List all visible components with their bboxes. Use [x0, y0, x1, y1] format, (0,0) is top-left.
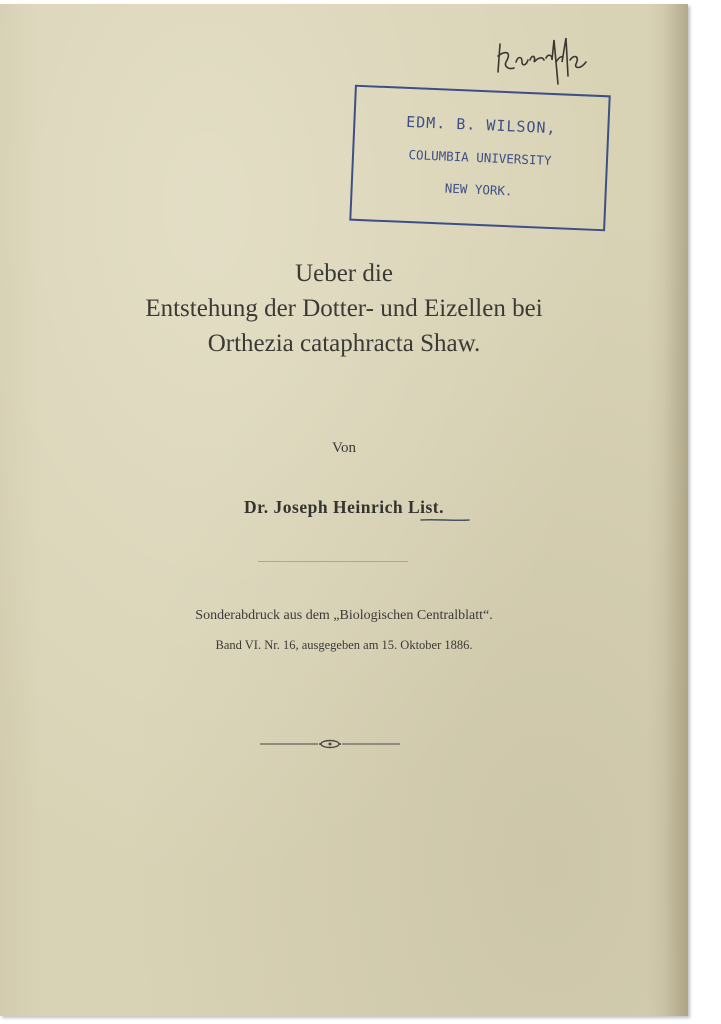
- issue-note: Band VI. Nr. 16, ausgegeben am 15. Oktober 1886.: [215, 638, 473, 652]
- stamp-institution: COLUMBIA UNIVERSITY: [408, 147, 552, 168]
- library-stamp: [349, 85, 610, 232]
- pencil-underline: [420, 518, 470, 522]
- author-name: Dr. Joseph Heinrich List.: [244, 497, 444, 517]
- byline: Von: [332, 440, 356, 456]
- title-line-1: Ueber die: [295, 260, 393, 287]
- stamp-city: NEW YORK.: [444, 180, 513, 199]
- reprint-note: Sonderabdruck aus dem „Biologischen Centralblatt“.: [195, 608, 493, 623]
- stamp-owner-name: EDM. B. WILSON,: [405, 112, 557, 138]
- document-title: [0, 256, 688, 361]
- separator-rule: [258, 561, 408, 562]
- ornamental-divider: [260, 738, 400, 750]
- title-line-2: Entstehung der Dotter- und Eizellen bei: [145, 295, 543, 322]
- title-line-3: Orthezia cataphracta Shaw.: [207, 330, 481, 357]
